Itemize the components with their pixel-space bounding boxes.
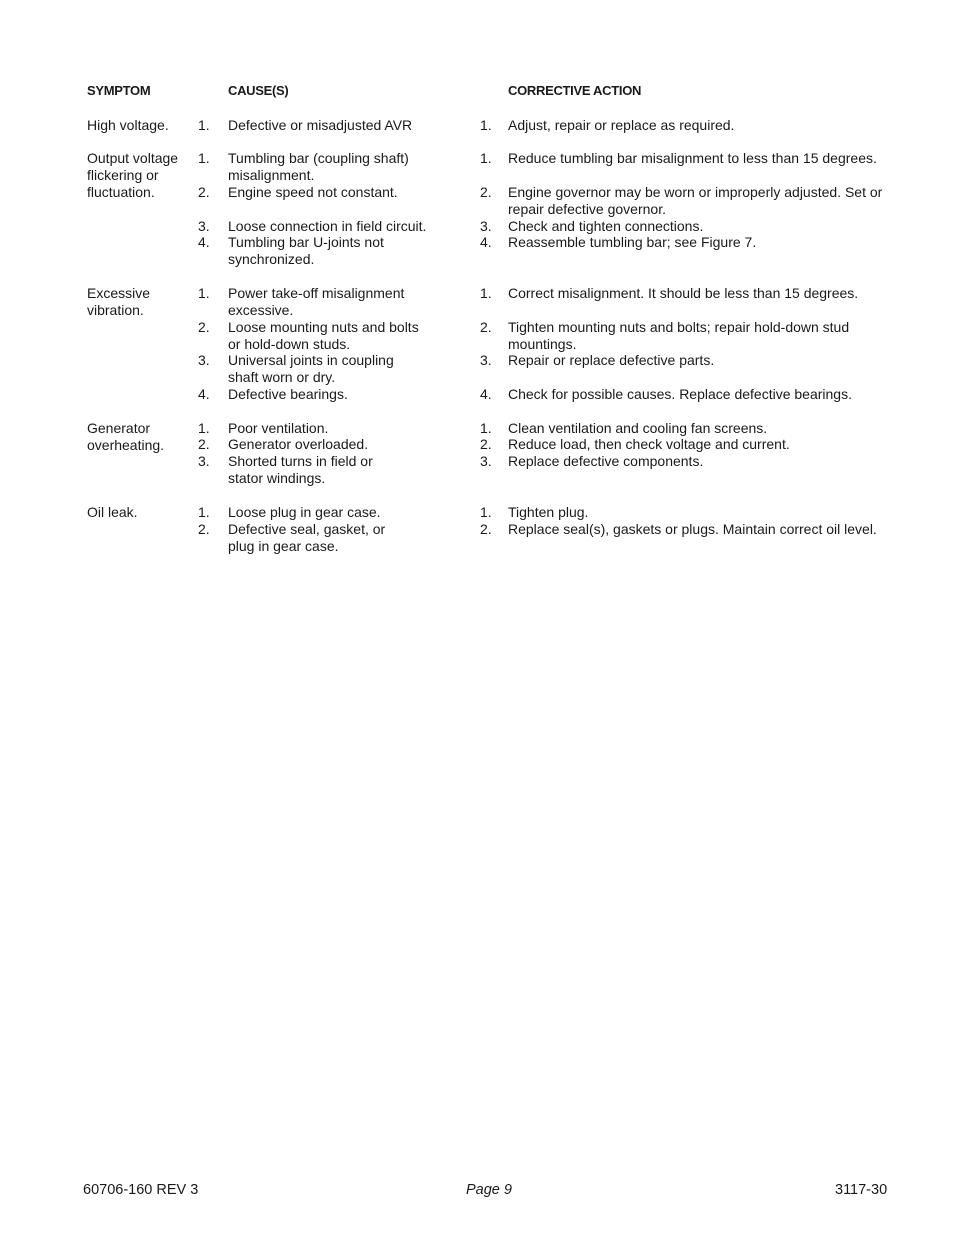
action-number: 3. xyxy=(480,218,492,234)
symptom-text: Output voltage flickering or fluctuation. xyxy=(87,150,179,200)
cause-number: 3. xyxy=(198,218,210,234)
action-number: 1. xyxy=(480,420,492,436)
cause-number: 1. xyxy=(198,150,210,166)
symptom-text: Oil leak. xyxy=(87,504,138,520)
page-number: Page 9 xyxy=(466,1182,512,1198)
cause-text: Defective or misadjusted AVR xyxy=(228,117,413,133)
action-number: 2. xyxy=(480,184,492,200)
action-text: Clean ventilation and cooling fan screens. xyxy=(508,420,768,436)
cause-number: 2. xyxy=(198,521,210,537)
action-text: Engine governor may be worn or improperly adjusted. Set or repair defective governor. xyxy=(508,184,883,217)
cause-text: Universal joints in coupling shaft worn or dry. xyxy=(228,352,394,385)
action-text: Replace seal(s), gaskets or plugs. Maintain correct oil level. xyxy=(508,521,877,537)
cause-text: Engine speed not constant. xyxy=(228,184,398,200)
cause-text: Power take-off misalignment excessive. xyxy=(228,285,405,318)
action-number: 1. xyxy=(480,504,492,520)
action-number: 3. xyxy=(480,352,492,368)
cause-number: 2. xyxy=(198,319,210,335)
cause-text: Shorted turns in field or stator windings. xyxy=(228,453,373,486)
model-number: 3117-30 xyxy=(835,1182,888,1198)
cause-text: Loose plug in gear case. xyxy=(228,504,381,520)
action-text: Reduce tumbling bar misalignment to less than 15 degrees. xyxy=(508,150,877,166)
symptom-text: High voltage. xyxy=(87,117,169,133)
cause-number: 1. xyxy=(198,117,210,133)
cause-number: 3. xyxy=(198,352,210,368)
causes-header: CAUSE(S) xyxy=(228,83,289,98)
action-text: Check for possible causes. Replace defective bearings. xyxy=(508,386,852,402)
action-text: Reassemble tumbling bar; see Figure 7. xyxy=(508,234,757,250)
cause-text: Loose mounting nuts and bolts or hold-down studs. xyxy=(228,319,419,352)
action-text: Correct misalignment. It should be less than 15 degrees. xyxy=(508,285,859,301)
action-number: 1. xyxy=(480,150,492,166)
action-number: 3. xyxy=(480,453,492,469)
cause-number: 1. xyxy=(198,504,210,520)
cause-number: 1. xyxy=(198,420,210,436)
action-text: Adjust, repair or replace as required. xyxy=(508,117,735,133)
action-header: CORRECTIVE ACTION xyxy=(508,83,642,98)
document-number: 60706-160 REV 3 xyxy=(83,1182,199,1198)
action-number: 4. xyxy=(480,386,492,402)
cause-number: 2. xyxy=(198,184,210,200)
action-text: Tighten mounting nuts and bolts; repair hold-down stud mountings. xyxy=(508,319,850,352)
action-text: Replace defective components. xyxy=(508,453,704,469)
symptom-header: SYMPTOM xyxy=(87,83,151,98)
action-text: Check and tighten connections. xyxy=(508,218,704,234)
cause-number: 2. xyxy=(198,436,210,452)
cause-text: Tumbling bar (coupling shaft) misalignment. xyxy=(228,150,409,183)
symptom-text: Generator overheating. xyxy=(87,420,165,453)
action-number: 2. xyxy=(480,319,492,335)
cause-text: Poor ventilation. xyxy=(228,420,329,436)
action-text: Repair or replace defective parts. xyxy=(508,352,715,368)
cause-text: Tumbling bar U-joints not synchronized. xyxy=(228,234,384,267)
symptom-text: Excessive vibration. xyxy=(87,285,151,318)
action-number: 4. xyxy=(480,234,492,250)
cause-number: 4. xyxy=(198,234,210,250)
cause-number: 1. xyxy=(198,285,210,301)
action-number: 2. xyxy=(480,436,492,452)
action-number: 1. xyxy=(480,117,492,133)
action-text: Tighten plug. xyxy=(508,504,589,520)
action-text: Reduce load, then check voltage and current. xyxy=(508,436,790,452)
cause-text: Generator overloaded. xyxy=(228,436,369,452)
action-number: 2. xyxy=(480,521,492,537)
action-number: 1. xyxy=(480,285,492,301)
cause-number: 4. xyxy=(198,386,210,402)
cause-text: Defective bearings. xyxy=(228,386,348,402)
cause-text: Defective seal, gasket, or plug in gear case. xyxy=(228,521,386,554)
cause-text: Loose connection in field circuit. xyxy=(228,218,427,234)
cause-number: 3. xyxy=(198,453,210,469)
